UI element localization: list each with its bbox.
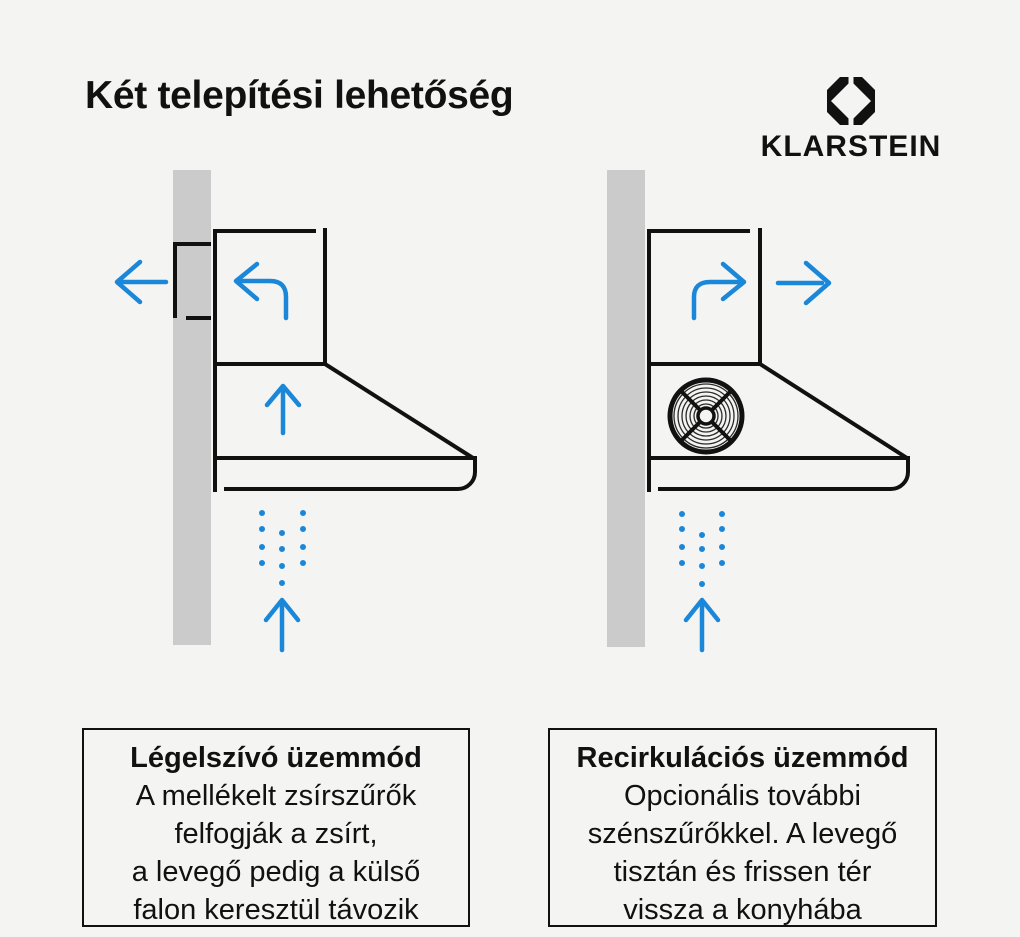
- steam-dots: [259, 510, 306, 586]
- steam-up-arrow: [266, 600, 298, 650]
- airflow-out-left-arrow: [117, 262, 166, 302]
- steam-up-arrow: [686, 600, 718, 650]
- caption-line: tisztán és frissen tér: [613, 856, 872, 888]
- caption-line: A mellékelt zsírszűrők: [135, 780, 417, 812]
- page-title: Két telepítési lehetőség: [85, 74, 514, 117]
- caption-line: a levegő pedig a külső: [131, 856, 421, 888]
- wall: [607, 170, 645, 647]
- recirculation-mode-caption-box: [548, 728, 937, 927]
- airflow-curve-left-arrow: [236, 264, 286, 318]
- caption-line: felfogják a zsírt,: [174, 818, 378, 850]
- extraction-mode-diagram: [95, 165, 490, 665]
- caption-title: Légelszívó üzemmód: [130, 742, 422, 774]
- brand-wordmark: KLARSTEIN: [760, 130, 942, 163]
- caption-line: Opcionális további: [624, 780, 861, 812]
- wall: [173, 170, 211, 645]
- caption-line: szénszűrőkkel. A levegő: [587, 818, 898, 850]
- recirculation-mode-diagram: [590, 165, 985, 665]
- klarstein-octagon-icon: [826, 76, 876, 126]
- caption-title: Recirkulációs üzemmód: [576, 742, 909, 774]
- airflow-out-right-arrow: [778, 263, 829, 303]
- airflow-curve-right-arrow: [694, 264, 744, 318]
- airflow-up-arrow: [267, 386, 299, 433]
- caption-line: vissza a konyhába: [623, 894, 862, 926]
- caption-line: falon keresztül távozik: [133, 894, 419, 926]
- cooker-hood-outline: [649, 228, 908, 492]
- extraction-mode-caption-box: [82, 728, 470, 927]
- fan-icon: [670, 380, 742, 452]
- steam-dots: [679, 511, 725, 587]
- brand-logo: [760, 76, 942, 164]
